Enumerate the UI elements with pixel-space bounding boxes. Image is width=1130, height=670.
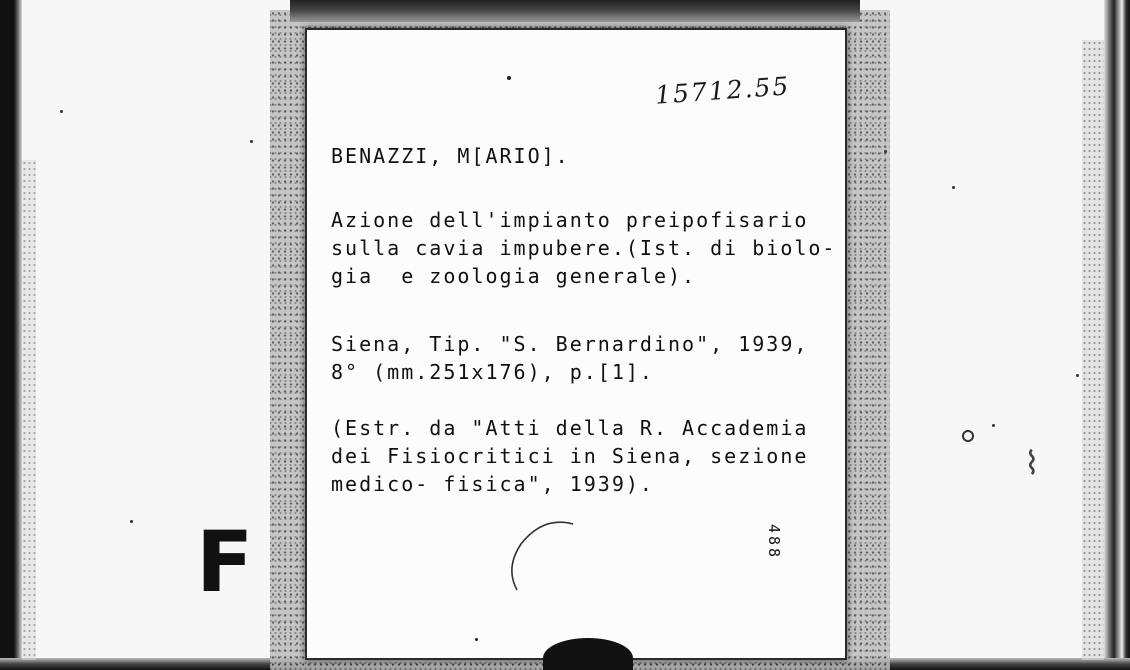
speck	[250, 140, 253, 143]
speck	[60, 110, 63, 113]
scan-top-border	[290, 0, 860, 22]
stray-squiggle-mark: ⌇	[1024, 444, 1040, 482]
ink-dot	[475, 638, 478, 641]
shelfmark-number: 15712.55	[654, 71, 792, 110]
speck	[952, 186, 955, 189]
index-card	[307, 30, 845, 658]
scan-left-border	[0, 0, 22, 670]
note-line-1: (Estr. da "Atti della R. Accademia	[331, 416, 809, 440]
margin-letter-mark: F	[196, 513, 254, 611]
speck	[992, 424, 995, 427]
note-line-3: medico- fisica", 1939).	[331, 472, 654, 496]
scan-right-border	[1104, 0, 1130, 670]
author-heading: BENAZZI, M[ARIO].	[331, 144, 570, 168]
vertical-card-number: 488	[765, 524, 783, 561]
title-line-3: gia e zoologia generale).	[331, 264, 697, 288]
imprint-line-1: Siena, Tip. "S. Bernardino", 1939,	[331, 332, 809, 356]
stray-ring-mark	[962, 430, 974, 442]
note-line-2: dei Fisiocritici in Siena, sezione	[331, 444, 809, 468]
speck	[884, 150, 887, 153]
title-line-1: Azione dell'impianto preipofisario	[331, 208, 809, 232]
bottom-ink-blot	[543, 638, 633, 670]
left-scan-noise	[22, 160, 36, 660]
imprint-line-2: 8° (mm.251x176), p.[1].	[331, 360, 654, 384]
title-line-2: sulla cavia impubere.(Ist. di biolo-	[331, 236, 837, 260]
speck	[130, 520, 133, 523]
right-scan-noise	[1082, 40, 1104, 660]
speck	[1076, 374, 1079, 377]
hand-drawn-arc	[503, 516, 593, 606]
ink-dot	[507, 76, 511, 80]
